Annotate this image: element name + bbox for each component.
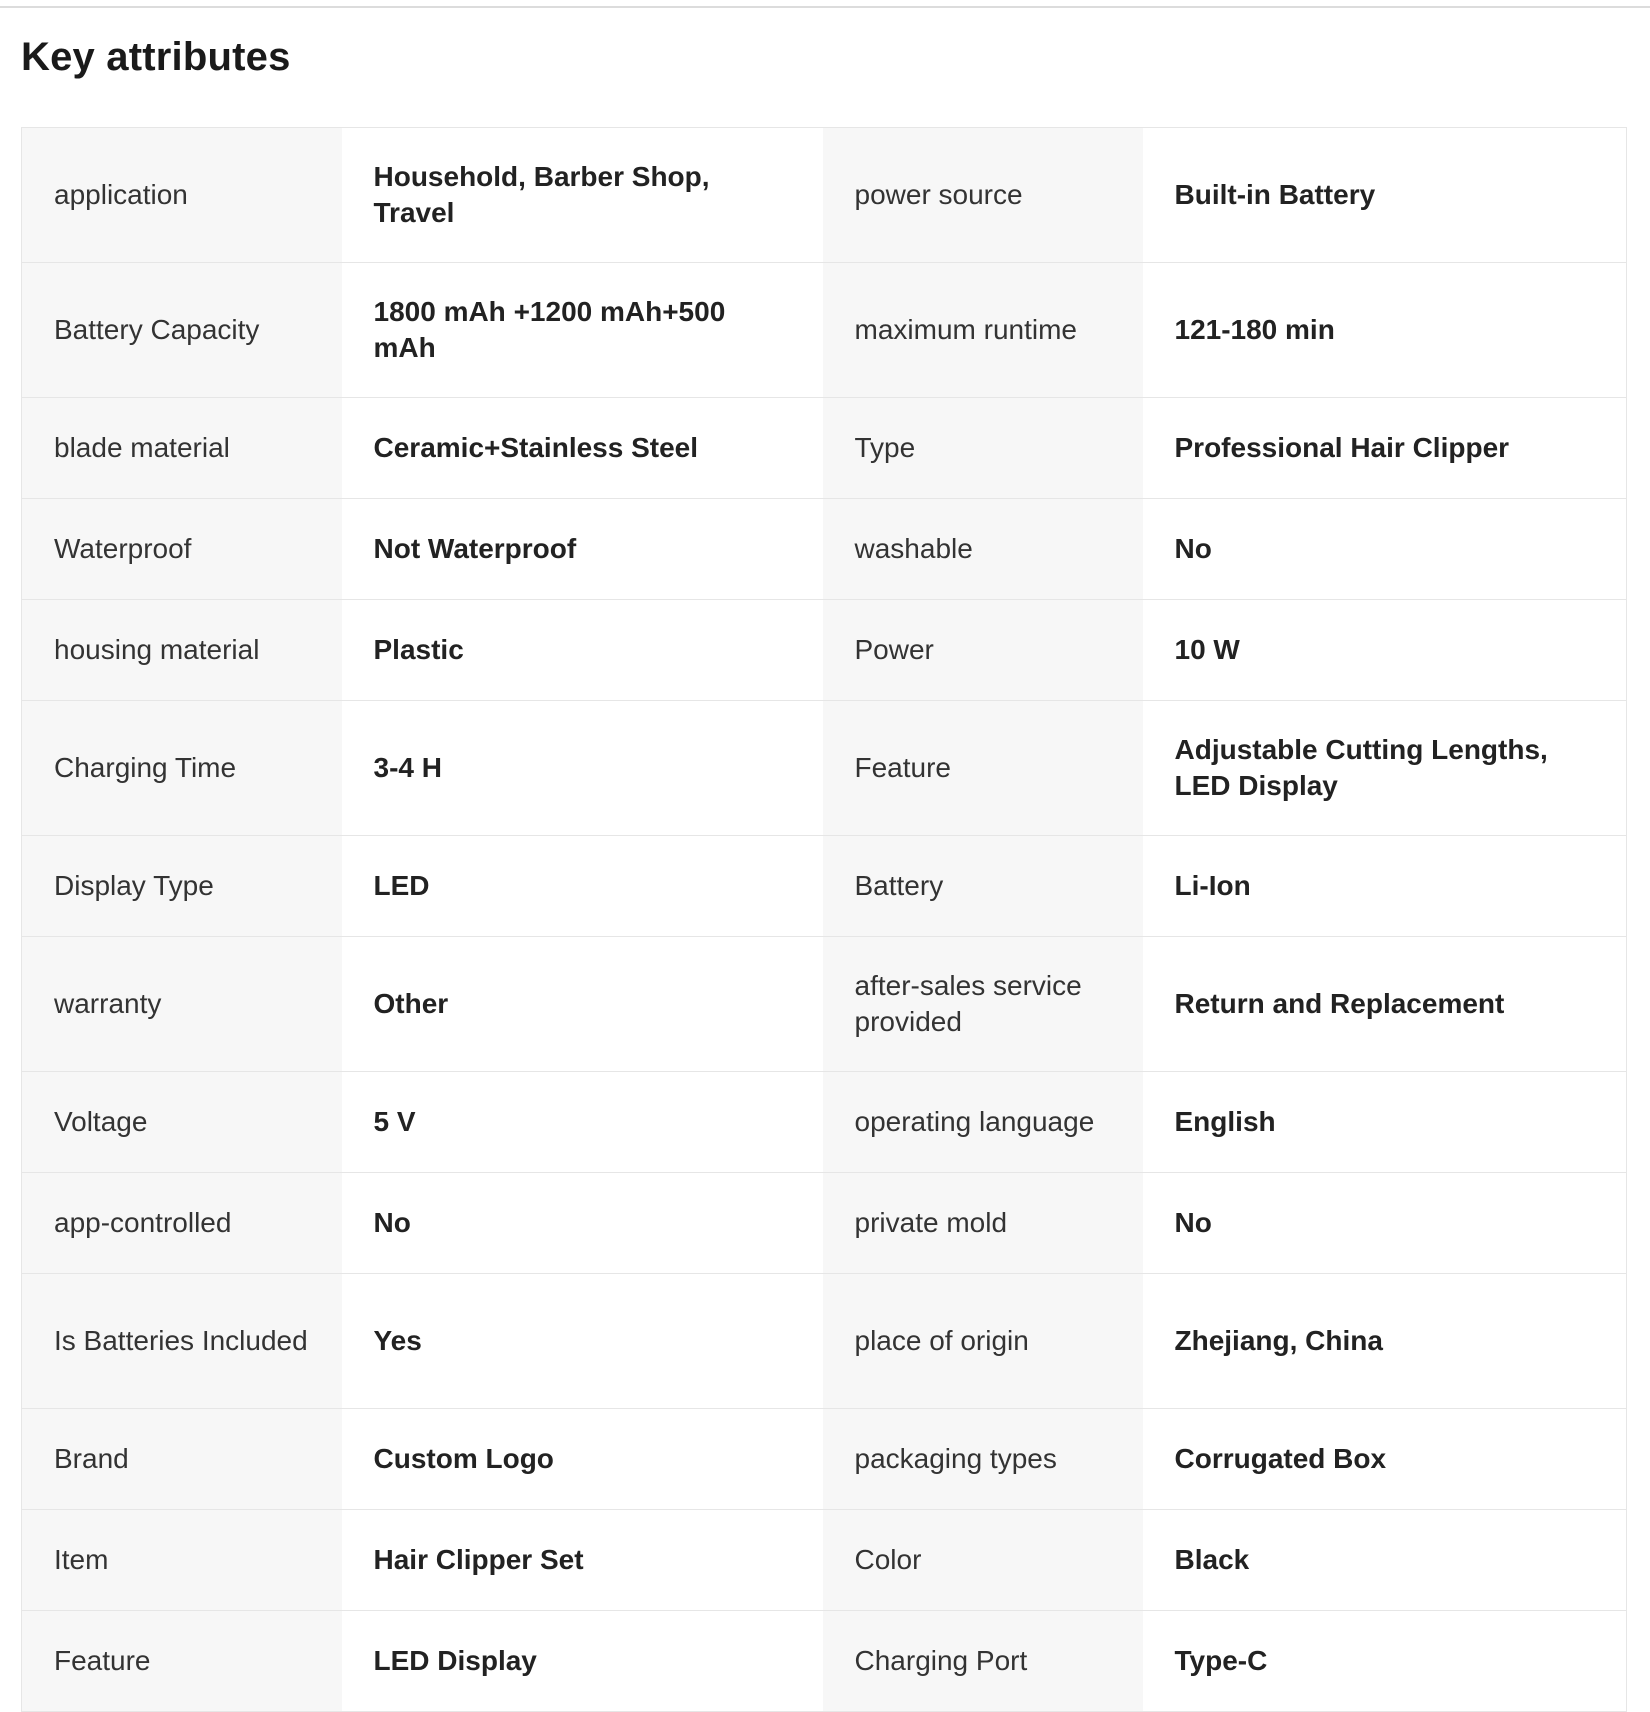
attribute-name: Type bbox=[823, 398, 1143, 499]
table-row bbox=[22, 1072, 1627, 1173]
table-row bbox=[22, 1510, 1627, 1611]
table-row bbox=[22, 600, 1627, 701]
attribute-name: operating language bbox=[823, 1072, 1143, 1173]
attribute-name: after-sales service provided bbox=[823, 937, 1143, 1072]
attribute-value: Custom Logo bbox=[342, 1409, 823, 1510]
attribute-value: Other bbox=[342, 937, 823, 1072]
attribute-name: place of origin bbox=[823, 1274, 1143, 1409]
attribute-value: Hair Clipper Set bbox=[342, 1510, 823, 1611]
attribute-name: Power bbox=[823, 600, 1143, 701]
attribute-value: 5 V bbox=[342, 1072, 823, 1173]
attribute-value: 10 W bbox=[1143, 600, 1627, 701]
attribute-value: Corrugated Box bbox=[1143, 1409, 1627, 1510]
attribute-name: Item bbox=[22, 1510, 342, 1611]
top-divider bbox=[0, 6, 1650, 8]
attribute-value: 1800 mAh +1200 mAh+500 mAh bbox=[342, 263, 823, 398]
attribute-name: private mold bbox=[823, 1173, 1143, 1274]
table-row bbox=[22, 263, 1627, 398]
attribute-value: 121-180 min bbox=[1143, 263, 1627, 398]
table-row bbox=[22, 1173, 1627, 1274]
attribute-name: blade material bbox=[22, 398, 342, 499]
attributes-table bbox=[21, 127, 1627, 1712]
attribute-value: LED bbox=[342, 836, 823, 937]
table-row bbox=[22, 836, 1627, 937]
attribute-name: Battery bbox=[823, 836, 1143, 937]
attribute-name: Color bbox=[823, 1510, 1143, 1611]
attribute-name: Is Batteries Included bbox=[22, 1274, 342, 1409]
table-row bbox=[22, 701, 1627, 836]
attribute-name: Feature bbox=[22, 1611, 342, 1712]
attribute-name: maximum runtime bbox=[823, 263, 1143, 398]
table-row bbox=[22, 398, 1627, 499]
attribute-value: Professional Hair Clipper bbox=[1143, 398, 1627, 499]
table-row bbox=[22, 1611, 1627, 1712]
attribute-value: Household, Barber Shop, Travel bbox=[342, 128, 823, 263]
attribute-value: Black bbox=[1143, 1510, 1627, 1611]
table-row bbox=[22, 1274, 1627, 1409]
attribute-name: Brand bbox=[22, 1409, 342, 1510]
attribute-value: Plastic bbox=[342, 600, 823, 701]
attribute-name: power source bbox=[823, 128, 1143, 263]
attribute-value: Adjustable Cutting Lengths, LED Display bbox=[1143, 701, 1627, 836]
attribute-value: Type-C bbox=[1143, 1611, 1627, 1712]
attribute-name: app-controlled bbox=[22, 1173, 342, 1274]
table-row bbox=[22, 937, 1627, 1072]
attribute-name: Feature bbox=[823, 701, 1143, 836]
attribute-name: Charging Time bbox=[22, 701, 342, 836]
attribute-name: packaging types bbox=[823, 1409, 1143, 1510]
attribute-value: No bbox=[1143, 499, 1627, 600]
section-title: Key attributes bbox=[21, 35, 291, 79]
attribute-name: Voltage bbox=[22, 1072, 342, 1173]
attribute-name: Display Type bbox=[22, 836, 342, 937]
attribute-name: housing material bbox=[22, 600, 342, 701]
attribute-value: Yes bbox=[342, 1274, 823, 1409]
table-row bbox=[22, 499, 1627, 600]
attribute-value: No bbox=[1143, 1173, 1627, 1274]
attribute-value: English bbox=[1143, 1072, 1627, 1173]
table-row bbox=[22, 1409, 1627, 1510]
attribute-value: Return and Replacement bbox=[1143, 937, 1627, 1072]
attribute-name: washable bbox=[823, 499, 1143, 600]
attribute-name: Charging Port bbox=[823, 1611, 1143, 1712]
attribute-value: No bbox=[342, 1173, 823, 1274]
attribute-value: Not Waterproof bbox=[342, 499, 823, 600]
attribute-name: application bbox=[22, 128, 342, 263]
attribute-name: warranty bbox=[22, 937, 342, 1072]
attribute-value: LED Display bbox=[342, 1611, 823, 1712]
attribute-value: Ceramic+Stainless Steel bbox=[342, 398, 823, 499]
attribute-value: Built-in Battery bbox=[1143, 128, 1627, 263]
attribute-name: Waterproof bbox=[22, 499, 342, 600]
attribute-name: Battery Capacity bbox=[22, 263, 342, 398]
attribute-value: 3-4 H bbox=[342, 701, 823, 836]
attribute-value: Zhejiang, China bbox=[1143, 1274, 1627, 1409]
table-row bbox=[22, 128, 1627, 263]
attribute-value: Li-Ion bbox=[1143, 836, 1627, 937]
